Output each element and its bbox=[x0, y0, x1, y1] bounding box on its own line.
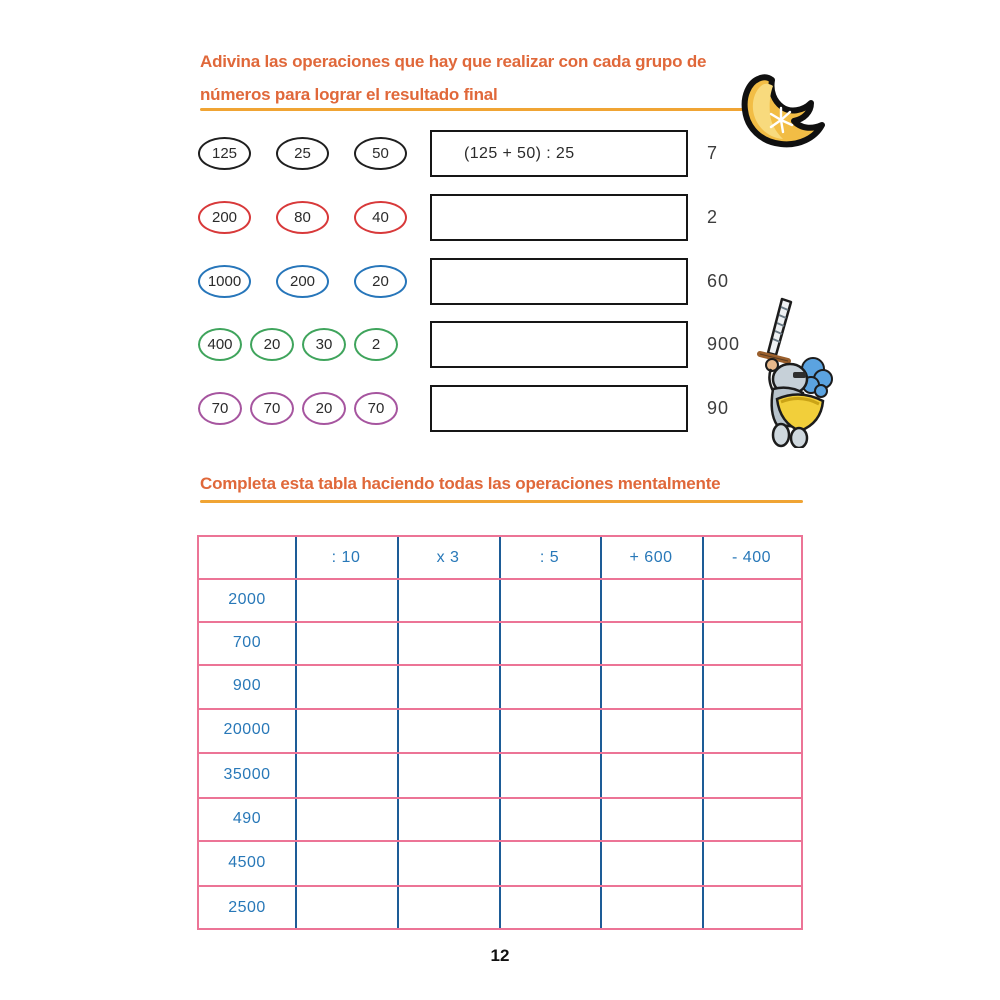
target-result-1: 7 bbox=[707, 143, 719, 163]
answer-cell[interactable] bbox=[501, 799, 600, 840]
answer-cell[interactable] bbox=[704, 580, 801, 621]
answer-cell[interactable] bbox=[399, 842, 499, 885]
table-horizontal-line bbox=[199, 840, 801, 842]
operation-answer-box-5[interactable] bbox=[430, 385, 688, 432]
operation-answer-box-1[interactable] bbox=[430, 130, 688, 177]
answer-cell[interactable] bbox=[602, 623, 702, 664]
column-header: x 3 bbox=[436, 548, 460, 566]
answer-cell[interactable] bbox=[297, 580, 397, 621]
answer-cell[interactable] bbox=[297, 666, 397, 708]
answer-cell[interactable] bbox=[602, 887, 702, 930]
answer-cell[interactable] bbox=[501, 623, 600, 664]
table-horizontal-line bbox=[199, 664, 801, 666]
answer-cell[interactable] bbox=[297, 887, 397, 930]
row-label: 35000 bbox=[223, 765, 271, 783]
answer-cell[interactable] bbox=[602, 580, 702, 621]
number-oval: 400 bbox=[198, 328, 242, 361]
row-label: 4500 bbox=[228, 853, 266, 871]
answer-cell[interactable] bbox=[602, 666, 702, 708]
answer-cell[interactable] bbox=[501, 580, 600, 621]
number-group-row-4 bbox=[198, 328, 398, 361]
answer-cell[interactable] bbox=[297, 623, 397, 664]
row-label: 2000 bbox=[228, 590, 266, 608]
number-oval: 2 bbox=[354, 328, 398, 361]
number-group-row-5 bbox=[198, 392, 398, 425]
number-oval: 20 bbox=[354, 265, 407, 298]
answer-cell[interactable] bbox=[704, 666, 801, 708]
column-header: + 600 bbox=[629, 548, 673, 566]
operation-answer-box-4[interactable] bbox=[430, 321, 688, 368]
table-horizontal-line bbox=[199, 621, 801, 623]
knight-sword-icon bbox=[743, 293, 838, 448]
answer-cell[interactable] bbox=[399, 623, 499, 664]
exercise1-title-line1: Adivina las operaciones que hay que realizar con cada grupo de bbox=[200, 52, 707, 71]
answer-cell[interactable] bbox=[399, 887, 499, 930]
answer-cell[interactable] bbox=[602, 842, 702, 885]
number-oval: 25 bbox=[276, 137, 329, 170]
row-label: 2500 bbox=[228, 898, 266, 916]
column-header: : 5 bbox=[539, 548, 560, 566]
answer-cell[interactable] bbox=[399, 666, 499, 708]
number-oval: 1000 bbox=[198, 265, 251, 298]
number-group-row-1 bbox=[198, 137, 407, 170]
answer-cell[interactable] bbox=[704, 842, 801, 885]
answer-cell[interactable] bbox=[501, 754, 600, 797]
number-oval: 50 bbox=[354, 137, 407, 170]
number-oval: 70 bbox=[198, 392, 242, 425]
operation-answer-box-2[interactable] bbox=[430, 194, 688, 241]
table-horizontal-line bbox=[199, 797, 801, 799]
number-oval: 30 bbox=[302, 328, 346, 361]
number-oval: 70 bbox=[354, 392, 398, 425]
number-oval: 20 bbox=[302, 392, 346, 425]
target-result-2: 2 bbox=[707, 207, 719, 227]
title-underline bbox=[200, 108, 763, 111]
answer-cell[interactable] bbox=[297, 754, 397, 797]
row-label: 900 bbox=[232, 677, 262, 694]
answer-cell[interactable] bbox=[399, 710, 499, 752]
number-oval: 20 bbox=[250, 328, 294, 361]
table-horizontal-line bbox=[199, 885, 801, 887]
target-result-3: 60 bbox=[707, 271, 730, 291]
answer-cell[interactable] bbox=[297, 799, 397, 840]
answer-cell[interactable] bbox=[297, 842, 397, 885]
number-group-row-2 bbox=[198, 201, 407, 234]
title-underline bbox=[200, 500, 803, 503]
answer-cell[interactable] bbox=[399, 754, 499, 797]
column-header: : 10 bbox=[331, 548, 361, 566]
operation-answer-box-3[interactable] bbox=[430, 258, 688, 305]
table-horizontal-line bbox=[199, 708, 801, 710]
table-horizontal-line bbox=[199, 752, 801, 754]
answer-cell[interactable] bbox=[704, 887, 801, 930]
number-oval: 200 bbox=[276, 265, 329, 298]
orange-slice-icon bbox=[741, 72, 829, 148]
answer-cell[interactable] bbox=[501, 710, 600, 752]
answer-cell[interactable] bbox=[501, 666, 600, 708]
operations-table bbox=[197, 535, 803, 930]
number-oval: 70 bbox=[250, 392, 294, 425]
page-number: 12 bbox=[490, 946, 510, 965]
number-oval: 40 bbox=[354, 201, 407, 234]
row-label: 700 bbox=[232, 633, 262, 651]
answer-cell[interactable] bbox=[602, 710, 702, 752]
answer-cell[interactable] bbox=[704, 623, 801, 664]
example-expression: (125 + 50) : 25 bbox=[464, 144, 575, 162]
target-result-4: 900 bbox=[707, 334, 741, 354]
answer-cell[interactable] bbox=[602, 799, 702, 840]
answer-cell[interactable] bbox=[704, 754, 801, 797]
answer-cell[interactable] bbox=[399, 799, 499, 840]
number-oval: 125 bbox=[198, 137, 251, 170]
answer-cell[interactable] bbox=[704, 710, 801, 752]
exercise2-title: Completa esta tabla haciendo todas las operaciones mentalmente bbox=[200, 474, 721, 493]
answer-cell[interactable] bbox=[501, 887, 600, 930]
column-header: - 400 bbox=[732, 548, 771, 566]
answer-cell[interactable] bbox=[297, 710, 397, 752]
exercise1-title-line2: números para lograr el resultado final bbox=[200, 85, 498, 104]
target-result-5: 90 bbox=[707, 398, 730, 418]
answer-cell[interactable] bbox=[501, 842, 600, 885]
number-group-row-3 bbox=[198, 265, 407, 298]
row-label: 20000 bbox=[223, 721, 271, 738]
table-horizontal-line bbox=[199, 578, 801, 580]
row-label: 490 bbox=[232, 809, 262, 827]
answer-cell[interactable] bbox=[704, 799, 801, 840]
number-oval: 80 bbox=[276, 201, 329, 234]
answer-cell[interactable] bbox=[602, 754, 702, 797]
number-oval: 200 bbox=[198, 201, 251, 234]
answer-cell[interactable] bbox=[399, 580, 499, 621]
